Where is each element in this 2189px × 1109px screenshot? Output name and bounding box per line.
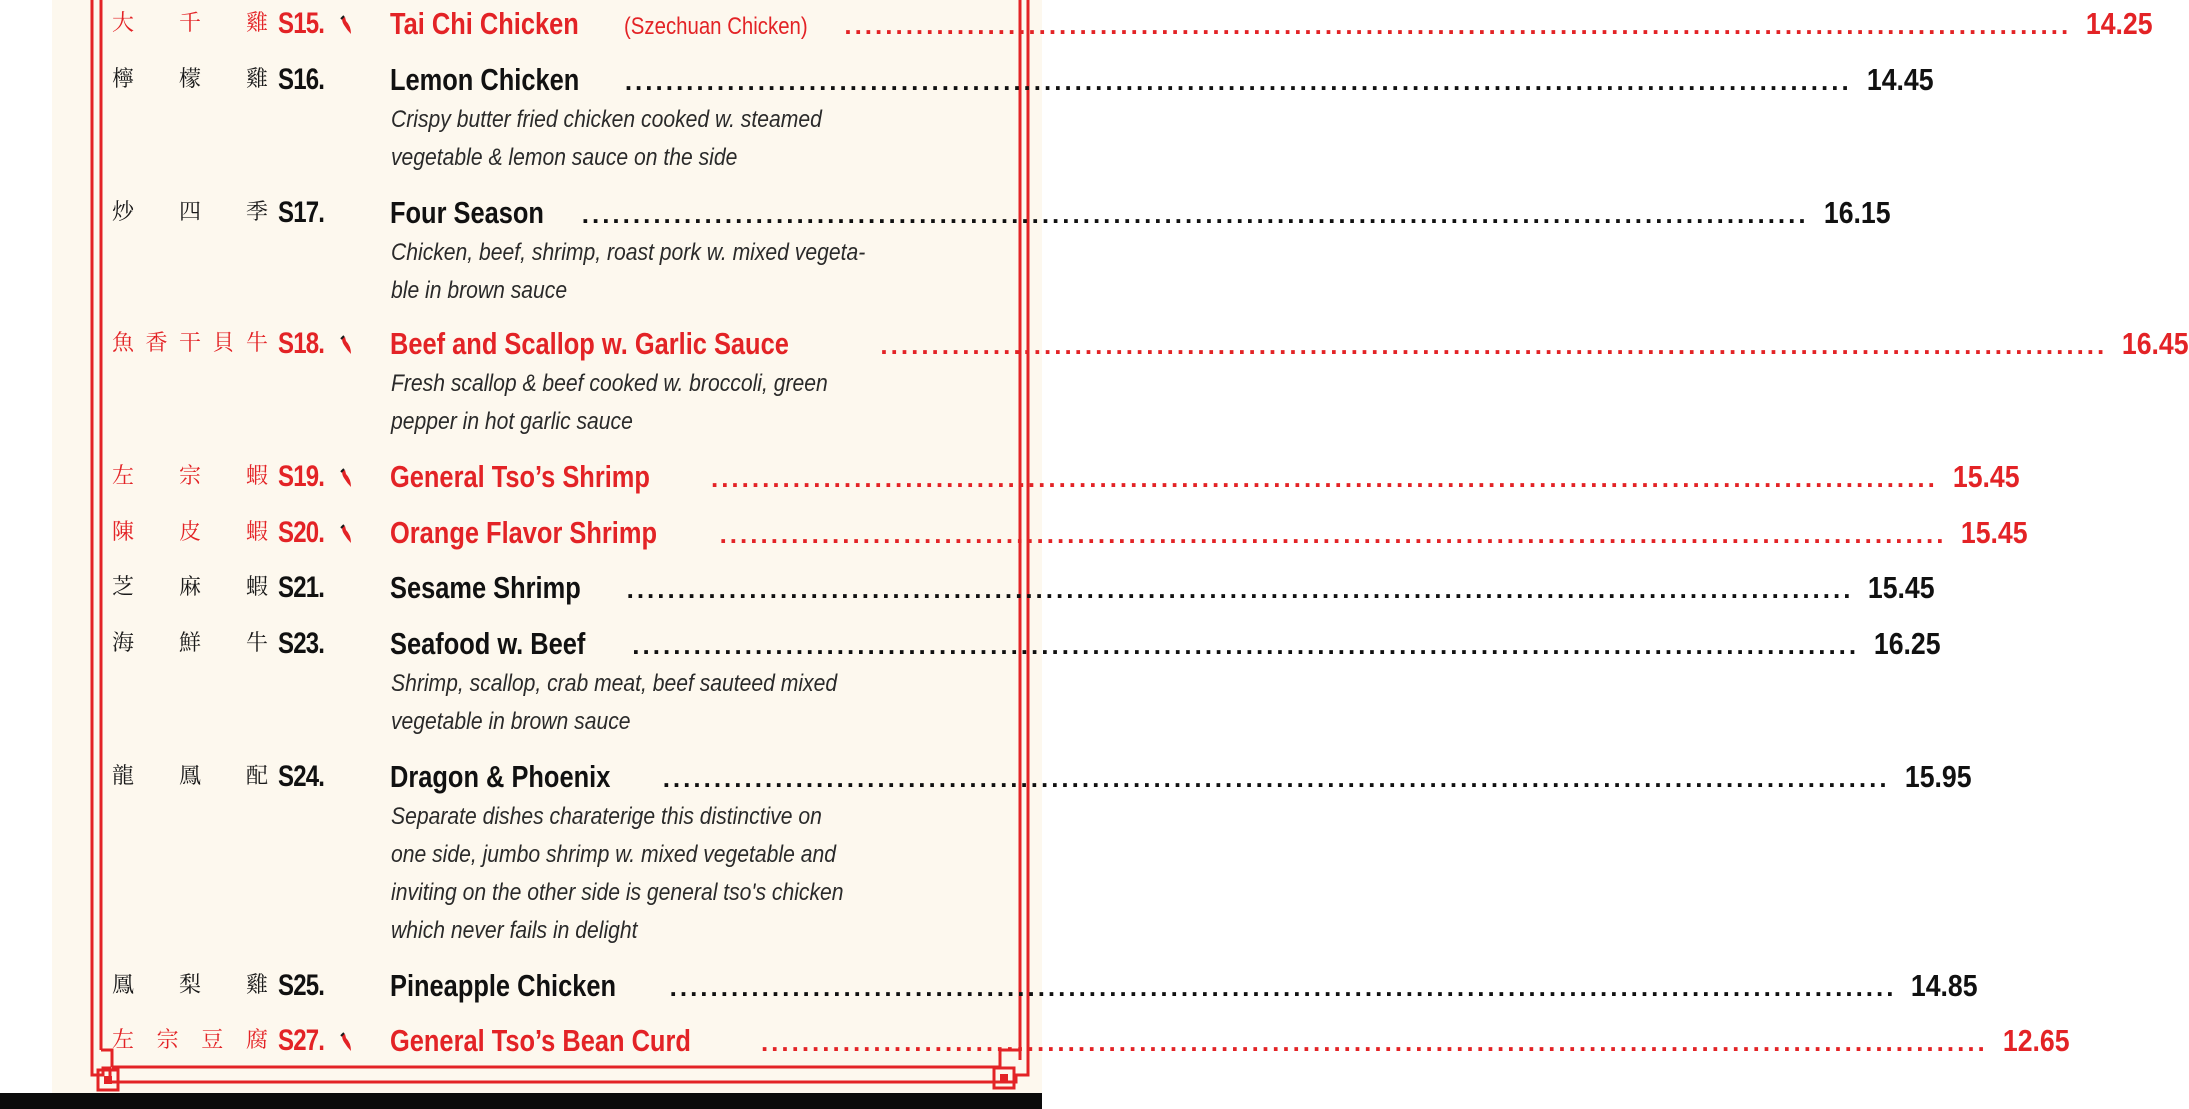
item-name: General Tso’s Shrimp [390,459,650,494]
chinese-name: 魚 香 干 貝 牛 [111,331,268,356]
description-line: inviting on the other side is general tso's chicken [391,879,844,906]
item-name: Beef and Scallop w. Garlic Sauce [390,326,789,361]
item-description [391,101,884,177]
item-description [391,234,884,310]
item-price: 15.45 [1952,459,2020,494]
chinese-name: 芝 麻 蝦 [111,575,268,600]
item-heading [390,757,1972,798]
dot-leader: ........................................................................................................................ [626,574,1854,604]
description-line: Shrimp, scallop, crab meat, beef sauteed mixed [391,670,838,697]
chinese-name: 鳳 梨 雞 [111,973,268,998]
dot-leader: ........................................................................................................................ [844,10,2072,40]
item-code: S19. [278,460,325,493]
chinese-name: 炒 四 季 [111,200,268,225]
item-description [391,798,884,950]
description-line: vegetable in brown sauce [391,708,631,735]
description-line: pepper in hot garlic sauce [391,408,633,435]
item-heading [390,966,1979,1007]
item-price: 16.25 [1874,626,1941,661]
description-line: Crispy butter fried chicken cooked w. steamed [391,106,822,133]
item-code: S17. [278,196,325,229]
bottom-black-bar [0,1093,1042,1109]
item-price: 16.15 [1823,195,1891,230]
item-code: S20. [278,516,325,549]
item-name: Four Season [390,195,544,230]
dot-leader: ........................................................................................................................ [632,630,1860,660]
description-line: which never fails in delight [391,917,638,944]
description-line: Chicken, beef, shrimp, roast pork w. mixed vegeta- [391,239,866,266]
description-line: vegetable & lemon sauce on the side [391,144,738,171]
dot-leader: ........................................................................................................................ [880,330,2108,360]
chinese-name: 海 鮮 牛 [111,631,268,656]
hot-pepper-icon [339,1033,353,1053]
chinese-name: 左 宗 豆 腐 [111,1028,268,1053]
item-price: 14.25 [2086,6,2153,41]
item-code: S25. [278,969,325,1002]
item-subtitle: (Szechuan Chicken) [624,13,808,40]
item-name: Lemon Chicken [390,62,580,97]
item-heading [390,4,2153,47]
item-price: 12.65 [2002,1023,2070,1058]
item-price: 15.95 [1904,759,1972,794]
description-line: Fresh scallop & beef cooked w. broccoli, green [391,370,828,397]
item-heading [390,513,2028,554]
chinese-name: 檸 檬 雞 [111,67,268,92]
item-name: General Tso’s Bean Curd [390,1023,691,1058]
item-description [391,365,884,441]
item-heading [390,457,2020,498]
item-name: Pineapple Chicken [390,968,617,1003]
item-name: Orange Flavor Shrimp [390,515,657,550]
dot-leader: ........................................................................................................................ [662,763,1890,793]
item-code: S23. [278,627,325,660]
item-code: S18. [278,327,325,360]
hot-pepper-icon [339,16,353,36]
item-name: Seafood w. Beef [390,626,586,661]
item-price: 16.45 [2122,326,2189,361]
item-price: 15.45 [1961,515,2028,550]
item-description [391,665,884,741]
chinese-name: 大 千 雞 [111,11,268,36]
item-heading [390,193,1891,234]
item-code: S27. [278,1024,325,1057]
item-code: S24. [278,760,325,793]
chinese-name: 左 宗 蝦 [111,464,268,489]
hot-pepper-icon [339,336,353,356]
item-price: 14.45 [1866,62,1934,97]
dot-leader: ........................................................................................................................ [760,1027,1988,1057]
item-price: 14.85 [1911,968,1979,1003]
item-heading [390,568,1936,609]
item-code: S15. [278,7,325,40]
item-heading [390,1021,2070,1062]
item-code: S21. [278,571,325,604]
description-line: ble in brown sauce [391,277,568,304]
dot-leader: ........................................................................................................................ [581,199,1809,229]
hot-pepper-icon [339,469,353,489]
item-name: Sesame Shrimp [390,570,581,605]
item-heading [390,60,1934,101]
description-line: Separate dishes charaterige this distinctive on [391,803,822,830]
item-name: Dragon & Phoenix [390,759,611,794]
item-name: Tai Chi Chicken [390,6,579,41]
dot-leader: ........................................................................................................................ [624,66,1852,96]
description-line: one side, jumbo shrimp w. mixed vegetable and [391,841,836,868]
item-code: S16. [278,63,325,96]
item-heading [390,624,1941,665]
dot-leader: ........................................................................................................................ [669,972,1897,1002]
dot-leader: ........................................................................................................................ [710,463,1938,493]
dot-leader: ........................................................................................................................ [719,519,1947,549]
chinese-name: 陳 皮 蝦 [111,520,268,545]
item-heading [390,324,2189,365]
hot-pepper-icon [339,525,353,545]
item-price: 15.45 [1868,570,1936,605]
chinese-name: 龍 鳳 配 [111,764,268,789]
